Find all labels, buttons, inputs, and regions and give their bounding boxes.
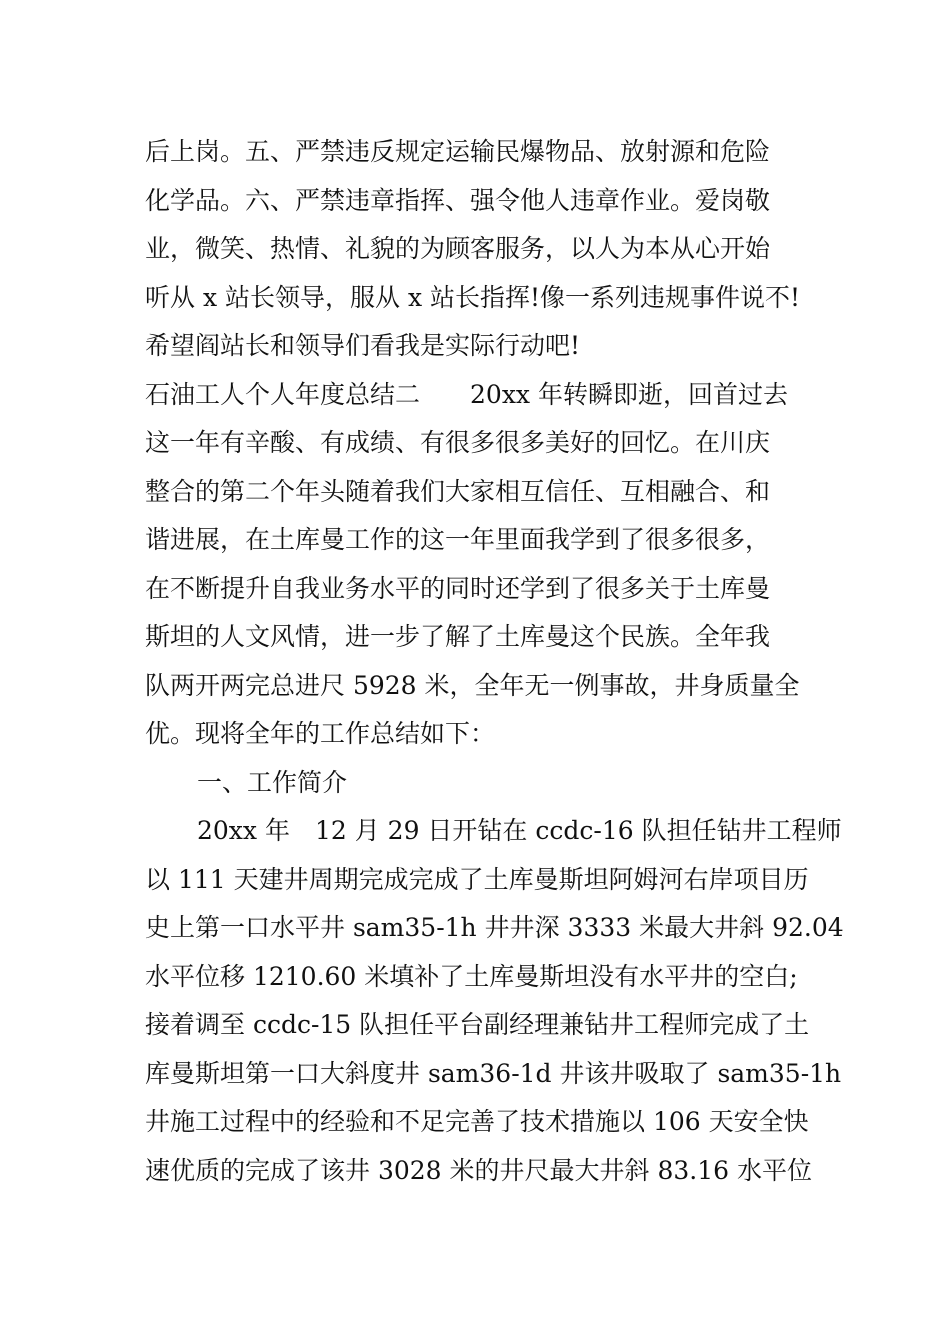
text-line: 史上第一口水平井 sam35-1h 井井深 3333 米最大井斜 92.04 xyxy=(145,913,844,942)
text-line: 库曼斯坦第一口大斜度井 sam36-1d 井该井吸取了 sam35-1h xyxy=(145,1058,842,1088)
text-line: 井施工过程中的经验和不足完善了技术措施以 106 天安全快 xyxy=(145,1107,809,1136)
subsection-heading: 一、工作简介 xyxy=(197,767,348,797)
text-line: 以 111 天建井周期完成完成了土库曼斯坦阿姆河右岸项目历 xyxy=(145,864,809,894)
text-line: 在不断提升自我业务水平的同时还学到了很多关于土库曼 xyxy=(145,573,771,603)
text-line: 化学品。六、严禁违章指挥、强令他人违章作业。爱岗敬 xyxy=(145,185,771,215)
text-line: 斯坦的人文风情，进一步了解了土库曼这个民族。全年我 xyxy=(145,622,771,651)
text-line: 听从 x 站长领导，服从 x 站长指挥!像一系列违规事件说不! xyxy=(145,282,801,312)
text-line: 后上岗。五、严禁违反规定运输民爆物品、放射源和危险 xyxy=(145,137,771,166)
text-line: 接着调至 ccdc-15 队担任平台副经理兼钻井工程师完成了土 xyxy=(145,1010,810,1039)
text-line: 水平位移 1210.60 米填补了土库曼斯坦没有水平井的空白; xyxy=(145,961,798,991)
text-line: 速优质的完成了该井 3028 米的井尺最大井斜 83.16 水平位 xyxy=(145,1155,812,1185)
text-line: 整合的第二个年头随着我们大家相互信任、互相融合、和 xyxy=(145,476,771,506)
section-title-line: 石油工人个人年度总结二 20xx 年转瞬即逝，回首过去 xyxy=(145,379,788,409)
text-line: 优。现将全年的工作总结如下： xyxy=(145,719,496,748)
text-line: 20xx 年 12 月 29 日开钻在 ccdc-16 队担任钻井工程师 xyxy=(197,816,842,845)
text-line: 业，微笑、热情、礼貌的为顾客服务，以人为本从心开始 xyxy=(145,234,771,263)
text-line: 队两开两完总进尺 5928 米，全年无一例事故，井身质量全 xyxy=(145,670,800,700)
text-line: 谐进展，在土库曼工作的这一年里面我学到了很多很多， xyxy=(145,525,771,554)
text-line: 这一年有辛酸、有成绩、有很多很多美好的回忆。在川庆 xyxy=(145,428,771,457)
body-text xyxy=(145,128,844,1195)
text-line: 希望阎站长和领导们看我是实际行动吧! xyxy=(145,331,581,360)
